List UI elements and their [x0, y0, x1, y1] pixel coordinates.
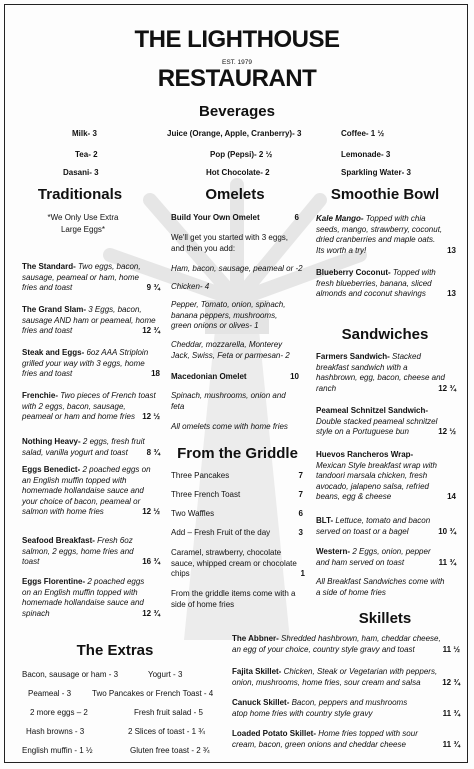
- build-omelet-item: Build Your Own Omelet 6: [171, 213, 299, 222]
- beverage-item: Sparkling Water- 3: [341, 168, 411, 177]
- menu-item-the-standard: The Standard- Two eggs, bacon, sausage, peameal or ham, home fries and toast 9 ¾: [22, 262, 160, 293]
- omelet-addon: Cheddar, mozzarella, Monterey Jack, Swiss, Feta or parmesan- 2: [171, 340, 290, 360]
- beverage-item: Hot Chocolate- 2: [206, 168, 270, 177]
- macedonian-description: Spinach, mushrooms, onion and feta: [171, 391, 286, 411]
- griddle-item: Three French Toast 7: [171, 490, 303, 499]
- menu-item-nothing-heavy: Nothing Heavy- 2 eggs, fresh fruit salad, vanilla yogurt and toast 8 ¾: [22, 437, 160, 457]
- menu-item-farmers-sandwich: Farmers Sandwich- Stacked breakfast sandwich with a hashbrown, egg, bacon, cheese and ranch 12 ¾: [316, 352, 456, 393]
- omelet-addon: Ham, bacon, sausage, peameal or -2: [171, 264, 303, 273]
- menu-item-peameal-schnitzel: Peameal Schnitzel Sandwich- Double stacked peameal schnitzel style on a Portuguese bun 12 ½: [316, 406, 456, 437]
- menu-item-blueberry-coconut: Blueberry Coconut- Topped with fresh blueberries, banana, sliced almonds and coconut shavings 13: [316, 268, 456, 299]
- extra-item: Two Pancakes or French Toast - 4: [92, 689, 214, 698]
- restaurant-name-line2: RESTAURANT: [157, 65, 317, 92]
- extra-item: 2 more eggs – 2: [30, 708, 88, 717]
- menu-item-blt: BLT- Lettuce, tomato and bacon served on toast or a bagel 10 ¾: [316, 516, 456, 536]
- sandwiches-heading: Sandwiches: [341, 326, 429, 343]
- extra-item: Gluten free toast - 2 ¾: [130, 746, 210, 755]
- menu-item-loaded-potato-skillet: Loaded Potato Skillet- Home fries topped with sour cream, bacon, green onions and cheddar cheese 11 ¾: [232, 729, 460, 749]
- extras-heading: The Extras: [76, 642, 154, 659]
- griddle-footer: From the griddle items come with a side of home fries: [171, 589, 296, 609]
- beverages-heading: Beverages: [199, 103, 275, 120]
- omelet-addon: Pepper, Tomato, onion, spinach, banana peppers, mushrooms, green onions or olives- 1: [171, 300, 286, 331]
- extra-item: Hash browns - 3: [26, 727, 85, 736]
- menu-item-canuck-skillet: Canuck Skillet- Bacon, peppers and mushrooms atop home fries with country style gravy 11 ¾: [232, 698, 460, 718]
- beverage-item: Dasani- 3: [63, 168, 99, 177]
- restaurant-name-line1: THE LIGHTHOUSE: [134, 26, 340, 53]
- menu-item-seafood-breakfast: Seafood Breakfast- Fresh 6oz salmon, 2 eggs, home fries and toast 16 ¾: [22, 536, 160, 567]
- menu-item-fajita-skillet: Fajita Skillet- Chicken, Steak or Vegetarian with peppers, onion, mushrooms, home fries, sour cream and salsa 12 ¾: [232, 667, 460, 687]
- extra-item: Fresh fruit salad - 5: [134, 708, 203, 717]
- extra-item: Yogurt - 3: [148, 670, 183, 679]
- menu-item-huevos-rancheros: Huevos Rancheros Wrap- Mexican Style breakfast wrap with tandoori marsala chicken, fresh avocado, jalapeno salsa, refried beans, egg & cheese 14: [316, 450, 456, 502]
- beverage-item: Pop (Pepsi)- 2 ½: [210, 150, 273, 159]
- traditionals-heading: Traditionals: [37, 186, 123, 203]
- griddle-item: Three Pancakes 7: [171, 471, 303, 480]
- griddle-toppings: Caramel, strawberry, chocolate sauce, whipped cream or chocolate chips 1: [171, 548, 305, 579]
- eggs-note: *We Only Use Extra Large Eggs*: [47, 213, 119, 234]
- beverage-item: Coffee- 1 ½: [341, 129, 385, 138]
- extra-item: 2 Slices of toast - 1 ¾: [128, 727, 205, 736]
- omelet-footer: All omelets come with home fries: [171, 422, 288, 431]
- extra-item: English muffin - 1 ½: [22, 746, 93, 755]
- griddle-item: Two Waffles 6: [171, 509, 303, 518]
- extra-item: Peameal - 3: [28, 689, 72, 698]
- smoothie-heading: Smoothie Bowl: [330, 186, 440, 203]
- menu-item-western: Western- 2 Eggs, onion, pepper and ham served on toast 11 ¾: [316, 547, 456, 567]
- omelet-intro: We'll get you started with 3 eggs, and then you add:: [171, 233, 288, 253]
- menu-item-grand-slam: The Grand Slam- 3 Eggs, bacon, sausage AND ham or peameal, home fries and toast 12 ¾: [22, 305, 160, 336]
- menu-item-abbner: The Abbner- Shredded hashbrown, ham, cheddar cheese, an egg of your choice, country style gravy and toast 11 ½: [232, 634, 460, 654]
- beverage-item: Juice (Orange, Apple, Cranberry)- 3: [167, 129, 302, 138]
- sandwiches-footer: All Breakfast Sandwiches come with a side of home fries: [316, 577, 445, 597]
- menu-item-eggs-benedict: Eggs Benedict- 2 poached eggs on an English muffin topped with homemade hollandaise sauce and your choice of bacon, peameal or salmon with home fries 12 ½: [22, 465, 160, 517]
- omelets-heading: Omelets: [205, 186, 265, 203]
- griddle-heading: From the Griddle: [177, 445, 298, 462]
- beverage-item: Lemonade- 3: [341, 150, 391, 159]
- extra-item: Bacon, sausage or ham - 3: [22, 670, 119, 679]
- menu-item-kale-mango: Kale Mango- Topped with chia seeds, mango, strawberry, coconut, dried cranberries and maple oats. Its worth a try! 13: [316, 214, 456, 255]
- griddle-item: Add – Fresh Fruit of the day 3: [171, 528, 303, 537]
- beverage-item: Milk- 3: [72, 129, 97, 138]
- beverage-item: Tea- 2: [75, 150, 98, 159]
- menu-item-eggs-florentine: Eggs Florentine- 2 poached eggs on an English muffin topped with homemade hollandaise sauce and spinach 12 ¾: [22, 577, 160, 618]
- menu-item-steak-and-eggs: Steak and Eggs- 6oz AAA Striploin grilled your way with 3 eggs, home fries and toast 18: [22, 348, 160, 379]
- omelet-addon: Chicken- 4: [171, 282, 210, 291]
- menu-item-frenchie: Frenchie- Two pieces of French toast with 2 eggs, bacon, sausage, peameal or ham and home fries 12 ½: [22, 391, 160, 422]
- established-year: EST. 1979: [222, 59, 252, 66]
- skillets-heading: Skillets: [358, 610, 412, 627]
- macedonian-omelet-item: Macedonian Omelet 10: [171, 372, 299, 381]
